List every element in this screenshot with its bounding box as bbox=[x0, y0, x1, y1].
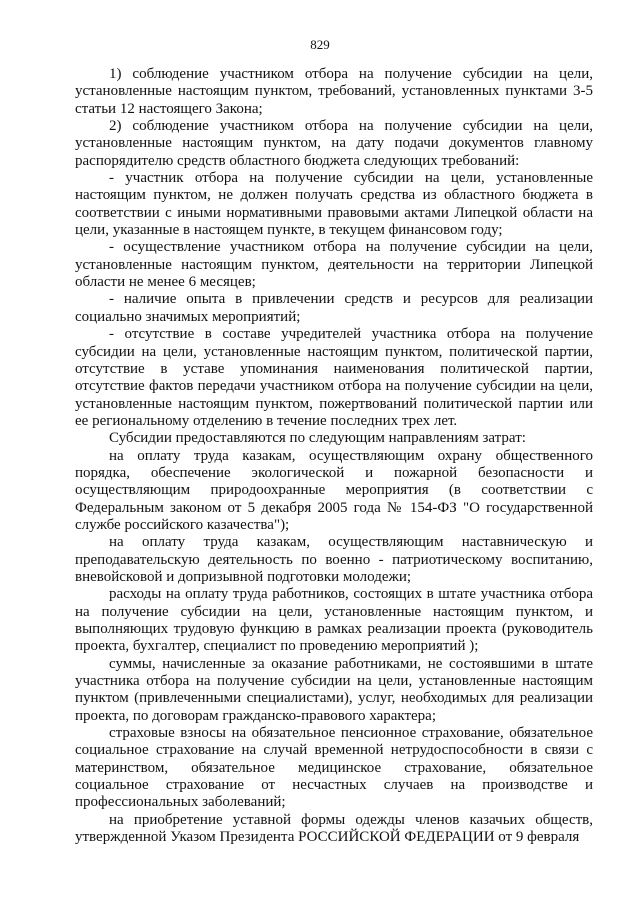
paragraph-uniform-purchase: на приобретение уставной формы одежды членов казачьих обществ, утвержденной Указом Президента РОССИЙСКОЙ ФЕДЕРАЦИИ от 9 февраля bbox=[75, 811, 593, 846]
paragraph-fundraising-experience: - наличие опыта в привлечении средств и ресурсов для реализации социально значимых мероприятий; bbox=[75, 291, 593, 325]
paragraph-expense-directions: Субсидии предоставляются по следующим направлениям затрат: bbox=[109, 430, 526, 447]
paragraph-no-political-party: - отсутствие в составе учредителей участника отбора на получение субсидии на цели, установленные настоящим пунктом, политической партии, отсутствие в уставе упоминания наименования политической партии, отсутствие фактов передачи участником отбора на получение субсидии на цели, установленные настоящим пунктом, пожертвований политической партии или ее региональному отделению в течение последних трех лет. bbox=[75, 326, 593, 429]
paragraph-mentoring-pay: на оплату труда казакам, осуществляющим наставническую и преподавательскую деятельность по военно - патриотическому воспитанию, вневойсковой и допризывной подготовки молодежи; bbox=[75, 534, 593, 585]
paragraph-contractor-pay: суммы, начисленные за оказание работниками, не состоявшими в штате участника отбора на получение субсидии на цели, установленные настоящим пунктом (привлеченными специалистами), услуг, необходимых для реализации проекта, по договорам гражданско-правового характера; bbox=[75, 655, 593, 724]
page-number: 829 bbox=[310, 37, 330, 52]
paragraph-order-protection-pay: на оплату труда казакам, осуществляющим охрану общественного порядка, обеспечение экологической и пожарной безопасности и осуществляющим природоохранные мероприятия (в соответствии с Федеральным законом от 5 декабря 2005 года № 154-ФЗ "О государственной службе российского казачества"); bbox=[75, 447, 593, 533]
paragraph-activity-duration: - осуществление участником отбора на получение субсидии на цели, установленные настоящим пунктом, деятельности на территории Липецкой области не менее 6 месяцев; bbox=[75, 239, 593, 291]
document-body bbox=[75, 66, 593, 846]
paragraph-insurance-contributions: страховые взносы на обязательное пенсионное страхование, обязательное социальное страхование на случай временной нетрудоспособности в связи с материнством, обязательное медицинское страхование, обязательное социальное страхование от несчастных случаев на производстве и профессиональных заболеваний; bbox=[75, 725, 593, 811]
paragraph-staff-pay: расходы на оплату труда работников, состоящих в штате участника отбора на получение субсидии на цели, установленные настоящим пунктом, и выполняющих трудовую функцию в рамках реализации проекта (руководитель проекта, бухгалтер, специалист по проведению мероприятий ); bbox=[75, 586, 593, 655]
paragraph-no-other-funding: - участник отбора на получение субсидии на цели, установленные настоящим пунктом, не должен получать средства из областного бюджета в соответствии с иными нормативными правовыми актами Липецкой области на цели, указанные в настоящем пункте, в текущем финансовом году; bbox=[75, 170, 593, 239]
paragraph-compliance-on-submission: 2) соблюдение участником отбора на получение субсидии на цели, установленные настоящим пунктом, на дату подачи документов главному распорядителю средств областного бюджета следующих требований: bbox=[75, 118, 593, 169]
paragraph-compliance-requirements: 1) соблюдение участником отбора на получение субсидии на цели, установленные настоящим пунктом, требований, установленных пунктами 3-5 статьи 12 настоящего Закона; bbox=[75, 66, 593, 117]
